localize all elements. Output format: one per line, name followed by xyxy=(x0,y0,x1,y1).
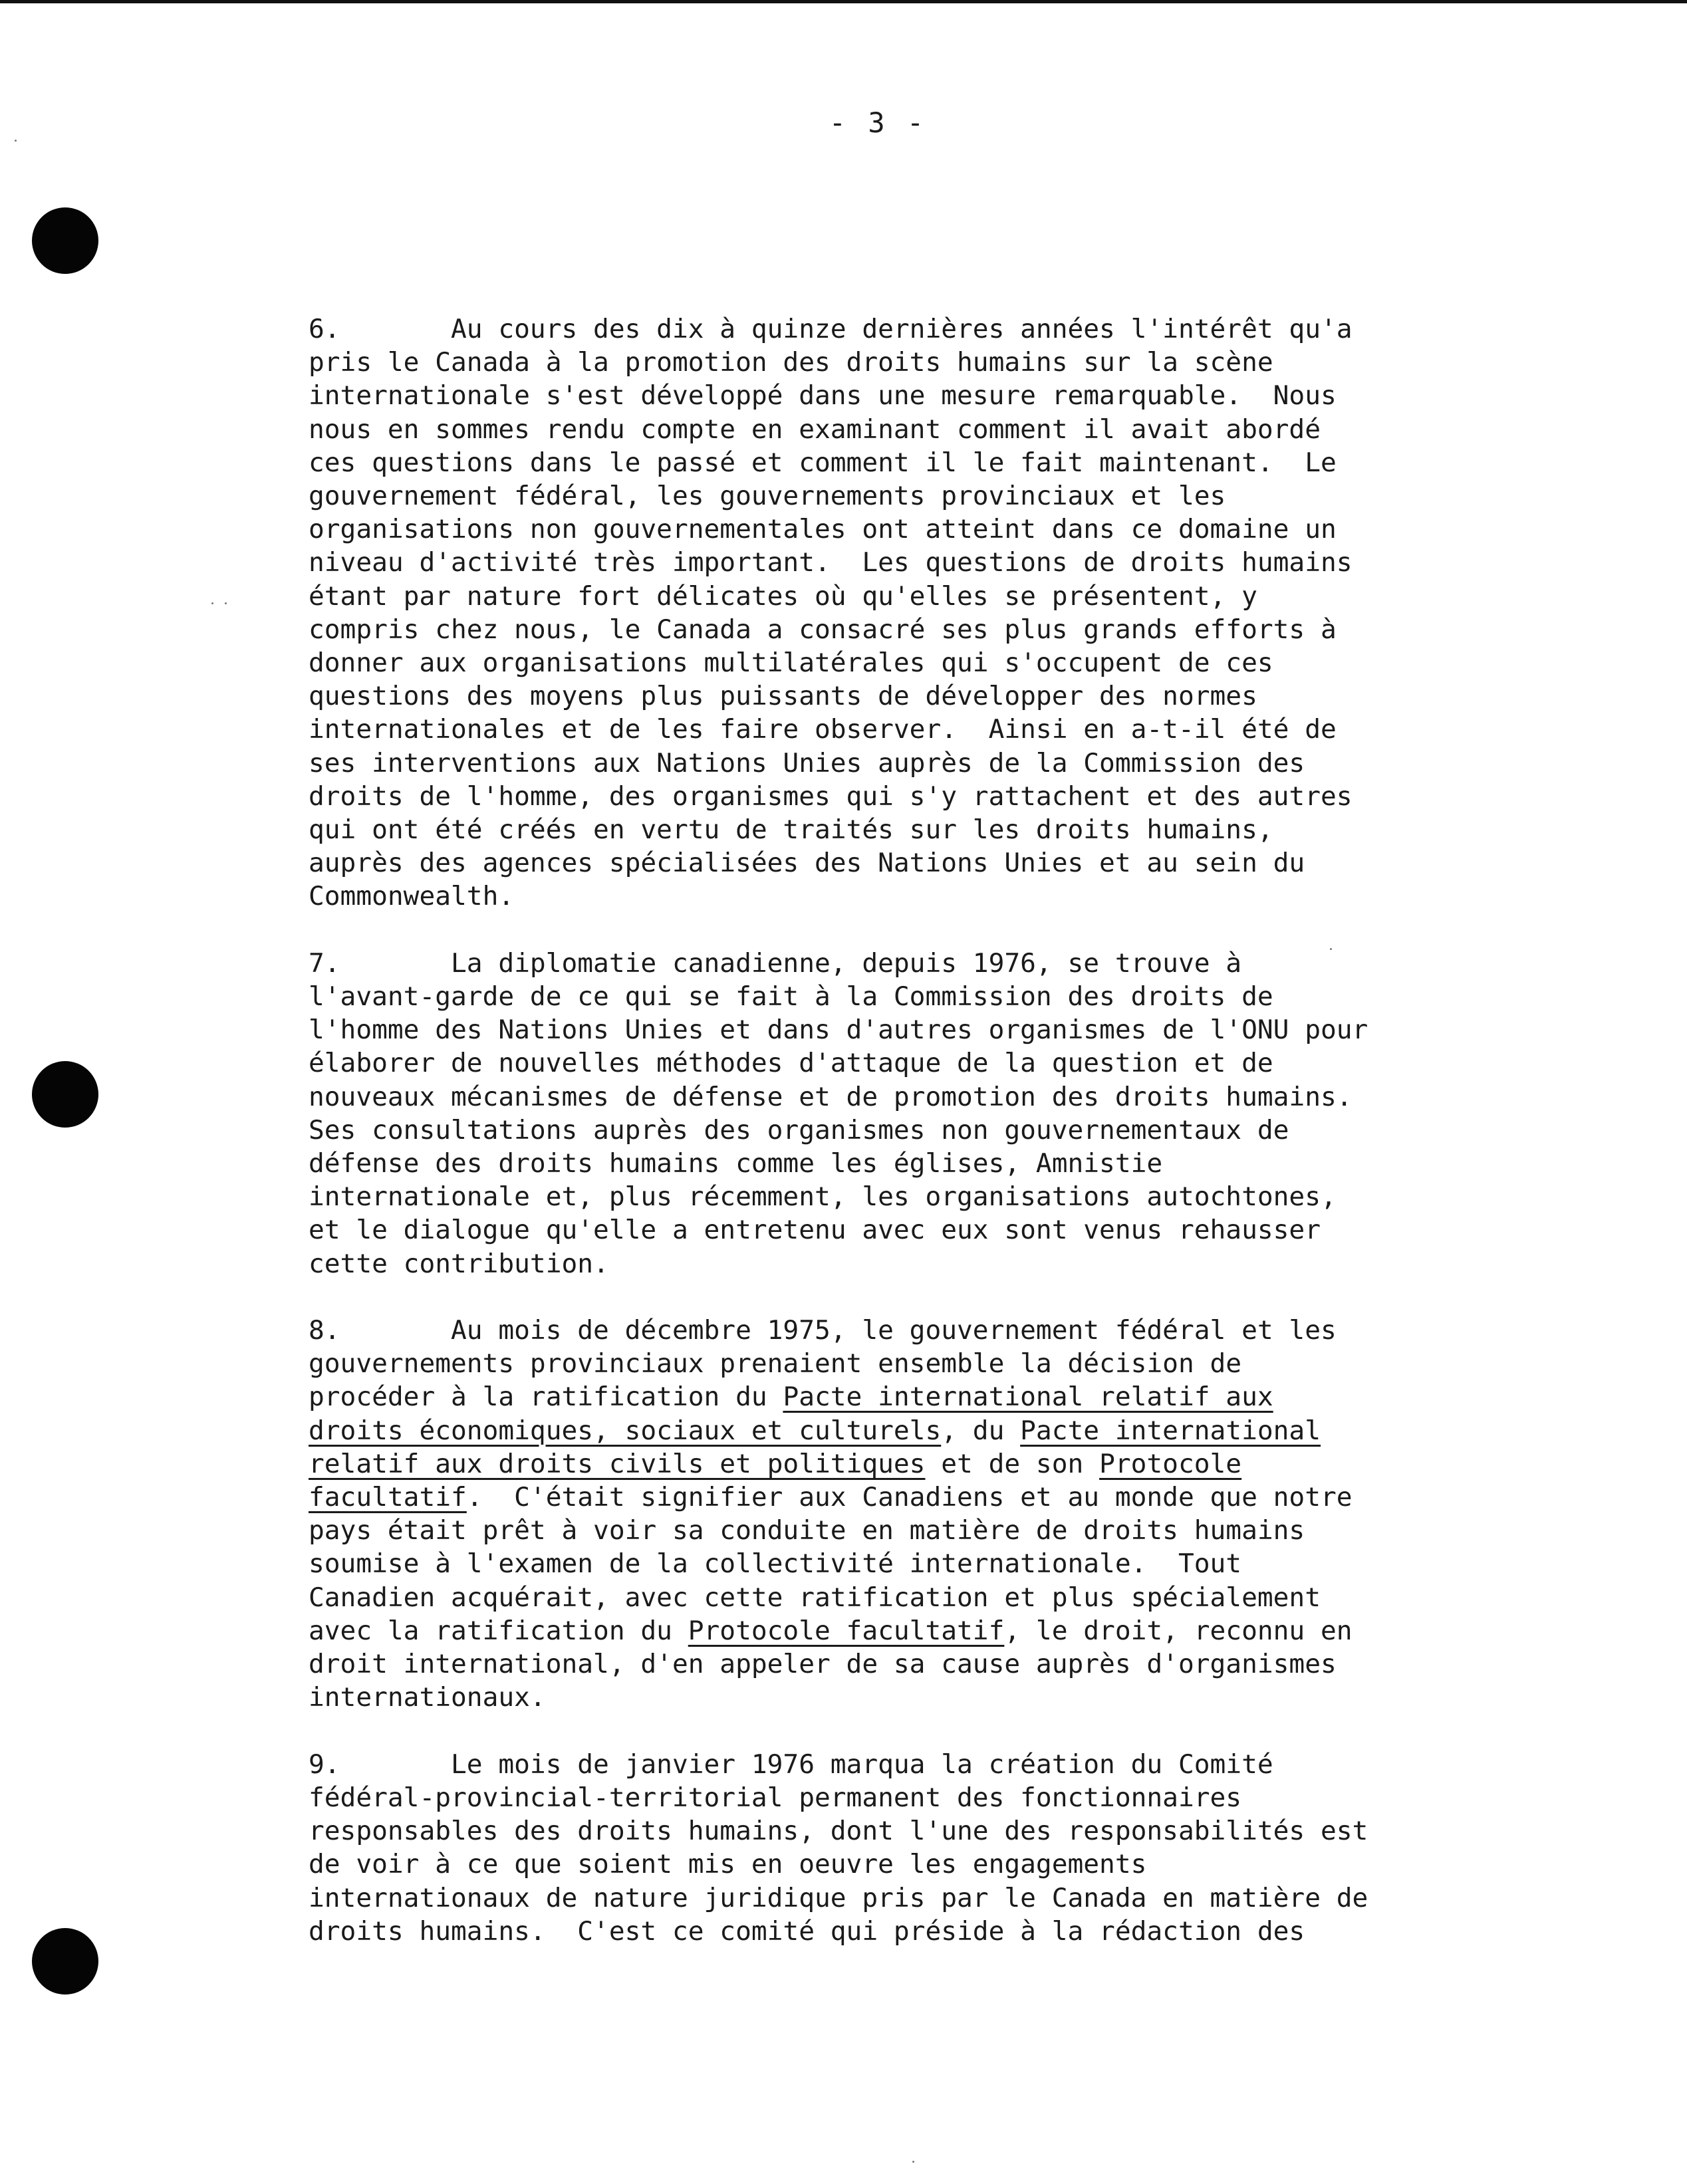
text-line xyxy=(309,1647,1439,1681)
text-segment: internationale et, plus récemment, les organisations autochtones, xyxy=(309,1181,1337,1213)
text-line xyxy=(309,646,1439,679)
text-line xyxy=(309,679,1439,713)
text-segment: nous en sommes rendu compte en examinant comment il avait abordé xyxy=(309,414,1321,445)
text-segment: donner aux organisations multilatérales qui s'occupent de ces xyxy=(309,648,1273,679)
text-line xyxy=(309,1514,1439,1547)
text-segment: internationales et de les faire observer. Ainsi en a-t-il été de xyxy=(309,714,1337,745)
text-segment: et de son xyxy=(925,1448,1100,1479)
text-line xyxy=(309,379,1439,412)
text-line xyxy=(309,1915,1439,1948)
text-segment: qui ont été créés en vertu de traités sur les droits humains, xyxy=(309,814,1273,846)
text-line xyxy=(309,613,1439,646)
text-line xyxy=(309,1581,1439,1614)
text-line xyxy=(309,1848,1439,1881)
text-segment: Commonwealth. xyxy=(309,881,515,912)
text-line xyxy=(309,1013,1439,1046)
text-line xyxy=(309,446,1439,479)
text-line xyxy=(309,747,1439,780)
text-segment: responsables des droits humains, dont l'une des responsabilités est xyxy=(309,1816,1368,1847)
text-line xyxy=(309,1781,1439,1814)
text-segment: fédéral-provincial-territorial permanent des fonctionnaires xyxy=(309,1782,1242,1813)
text-line xyxy=(309,780,1439,813)
text-segment: compris chez nous, le Canada a consacré ses plus grands efforts à xyxy=(309,614,1337,645)
scan-speck xyxy=(15,140,17,142)
text-segment: droit international, d'en appeler de sa cause auprès d'organismes xyxy=(309,1649,1337,1680)
text-segment: 8. Au mois de décembre 1975, le gouvernement fédéral et les xyxy=(309,1315,1337,1346)
top-edge-rule xyxy=(0,0,1687,3)
text-segment: 6. Au cours des dix à quinze dernières années l'intérêt qu'a xyxy=(309,314,1353,344)
text-line xyxy=(309,1748,1439,1781)
text-segment: pays était prêt à voir sa conduite en matière de droits humains xyxy=(309,1515,1305,1546)
text-segment: élaborer de nouvelles méthodes d'attaque de la question et de xyxy=(309,1048,1273,1079)
text-line xyxy=(309,312,1439,346)
text-line xyxy=(309,346,1439,379)
text-segment: . C'était signifier aux Canadiens et au monde que notre xyxy=(466,1482,1353,1513)
text-segment: auprès des agences spécialisées des Nations Unies et au sein du xyxy=(309,848,1305,879)
text-segment: et le dialogue qu'elle a entretenu avec eux sont venus rehausser xyxy=(309,1215,1321,1246)
text-line xyxy=(309,1881,1439,1915)
text-line xyxy=(309,1080,1439,1114)
underlined-title: facultatif xyxy=(309,1482,467,1513)
document-body xyxy=(309,312,1439,1981)
text-segment: l'avant-garde de ce qui se fait à la Commission des droits de xyxy=(309,981,1273,1013)
text-segment: l'homme des Nations Unies et dans d'autres organismes de l'ONU pour xyxy=(309,1015,1368,1046)
page-number: - 3 - xyxy=(829,106,927,139)
text-line xyxy=(309,947,1439,980)
punch-hole-middle xyxy=(32,1061,98,1128)
underlined-title: Pacte international xyxy=(1020,1415,1321,1446)
text-segment: internationaux de nature juridique pris par le Canada en matière de xyxy=(309,1882,1368,1913)
text-line xyxy=(309,1481,1439,1514)
text-line xyxy=(309,1314,1439,1347)
text-segment: soumise à l'examen de la collectivité internationale. Tout xyxy=(309,1548,1242,1580)
text-line xyxy=(309,1614,1439,1647)
text-segment: Canadien acquérait, avec cette ratification et plus spécialement xyxy=(309,1582,1321,1613)
text-segment: défense des droits humains comme les églises, Amnistie xyxy=(309,1148,1163,1179)
text-segment: gouvernements provinciaux prenaient ensemble la décision de xyxy=(309,1348,1242,1380)
text-line xyxy=(309,1380,1439,1413)
text-line xyxy=(309,1414,1439,1447)
underlined-title: Protocole facultatif xyxy=(688,1615,1005,1646)
text-line xyxy=(309,580,1439,613)
text-line xyxy=(309,980,1439,1013)
paragraph-p8 xyxy=(309,1314,1439,1714)
text-line xyxy=(309,1147,1439,1180)
text-line xyxy=(309,1180,1439,1213)
scan-speck xyxy=(211,602,213,604)
text-line xyxy=(309,1681,1439,1714)
text-segment: avec la ratification du xyxy=(309,1615,688,1646)
text-line xyxy=(309,1114,1439,1147)
text-segment: , du xyxy=(941,1415,1021,1446)
text-line xyxy=(309,713,1439,746)
underlined-title: Protocole xyxy=(1099,1448,1242,1479)
punch-hole-bottom xyxy=(32,1928,98,1995)
text-line xyxy=(309,880,1439,913)
text-line xyxy=(309,1247,1439,1280)
text-line xyxy=(309,513,1439,546)
text-segment: droits humains. C'est ce comité qui préside à la rédaction des xyxy=(309,1915,1305,1947)
paragraph-p6 xyxy=(309,312,1439,913)
text-segment: questions des moyens plus puissants de développer des normes xyxy=(309,681,1257,712)
text-segment: ces questions dans le passé et comment il le fait maintenant. Le xyxy=(309,447,1337,478)
text-segment: nouveaux mécanismes de défense et de promotion des droits humains. xyxy=(309,1081,1353,1112)
text-line xyxy=(309,1447,1439,1481)
text-line xyxy=(309,1547,1439,1580)
text-segment: procéder à la ratification du xyxy=(309,1382,783,1413)
text-line xyxy=(309,1814,1439,1848)
underlined-title: Pacte international relatif aux xyxy=(783,1382,1273,1413)
text-line xyxy=(309,1046,1439,1080)
text-segment: niveau d'activité très important. Les questions de droits humains xyxy=(309,547,1353,578)
text-line xyxy=(309,413,1439,446)
text-segment: Ses consultations auprès des organismes non gouvernementaux de xyxy=(309,1114,1289,1146)
scan-speck xyxy=(225,602,227,604)
text-segment: droits de l'homme, des organismes qui s'y rattachent et des autres xyxy=(309,781,1353,812)
text-segment: internationaux. xyxy=(309,1682,546,1713)
text-line xyxy=(309,1213,1439,1247)
text-segment: ses interventions aux Nations Unies auprès de la Commission des xyxy=(309,747,1305,779)
text-segment: 7. La diplomatie canadienne, depuis 1976, se trouve à xyxy=(309,947,1242,979)
paragraph-p9 xyxy=(309,1748,1439,1948)
text-segment: gouvernement fédéral, les gouvernements provinciaux et les xyxy=(309,481,1226,512)
punch-hole-top xyxy=(32,207,98,274)
text-line xyxy=(309,846,1439,880)
text-segment: pris le Canada à la promotion des droits humains sur la scène xyxy=(309,347,1273,378)
text-line xyxy=(309,813,1439,846)
text-segment: de voir à ce que soient mis en oeuvre les engagements xyxy=(309,1849,1147,1880)
text-segment: étant par nature fort délicates où qu'elles se présentent, y xyxy=(309,580,1257,612)
text-segment: 9. Le mois de janvier 1976 marqua la création du Comité xyxy=(309,1749,1273,1780)
text-segment: cette contribution. xyxy=(309,1248,609,1279)
text-line xyxy=(309,479,1439,513)
text-line xyxy=(309,546,1439,579)
underlined-title: droits économiques, sociaux et culturels xyxy=(309,1415,942,1446)
paragraph-p7 xyxy=(309,947,1439,1280)
text-line xyxy=(309,1347,1439,1380)
scan-speck xyxy=(912,2161,914,2163)
underlined-title: relatif aux droits civils et politiques xyxy=(309,1448,926,1479)
text-segment: organisations non gouvernementales ont atteint dans ce domaine un xyxy=(309,514,1337,545)
text-segment: internationale s'est développé dans une mesure remarquable. Nous xyxy=(309,380,1337,412)
text-segment: , le droit, reconnu en xyxy=(1004,1615,1353,1646)
